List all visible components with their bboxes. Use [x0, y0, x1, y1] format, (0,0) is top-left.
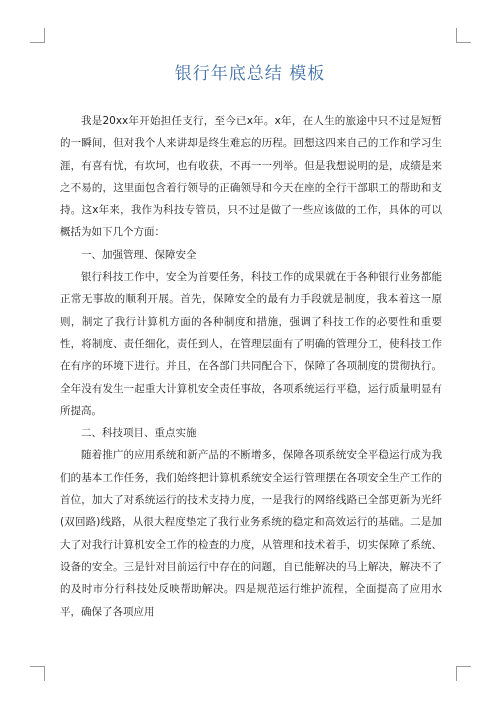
crop-mark-top-left — [30, 28, 45, 43]
paragraph-intro: 我是20xx年开始担任支行，至今已x年。x年，在人生的旅途中只不过是短暂的一瞬间，但对我个人来讲却是终生难忘的历程。回想这四来自己的工作和学习生涯，有喜有忧，有坎坷，也有收获，不再一一列举。但是我想说明的是，成绩是来之不易的，这里面包含着行领导的正确领导和今天在座的全行干部职工的帮助和支持。这x年来，我作为科技专管员，只不过是做了一些应该做的工作，具体的可以概括为如下几个方面： — [60, 115, 442, 239]
document-body — [60, 110, 442, 623]
crop-mark-bottom-left — [30, 666, 45, 681]
crop-mark-bottom-right — [456, 666, 471, 681]
paragraph-section-2: 随着推广的应用系统和新产品的不断增多，保障各项系统安全平稳运行成为我们的基本工作任务，我们始终把计算机系统安全运行管理摆在各项安全生产工作的首位，加大了对系统运行的技术支持力度，一是我行的网络线路已全部更新为光纤(双回路)线路，从很大程度垫定了我行业务系统的稳定和高效运行的基础。二是加大了对我行计算机安全工作的检查的力度，从管理和技术着手，切实保障了系统、设备的安全。三是针对目前运行中存在的问题，自已能解决的马上解决，解决不了的及时市分行科技处反映帮助解决。四是规范运行维护流程，全面提高了应用水平，确保了各项应用 — [60, 449, 442, 618]
crop-mark-top-right — [456, 28, 471, 43]
section-heading-1: 一、加强管理、保障安全 — [81, 248, 197, 261]
section-heading-2: 二、科技项目、重点实施 — [81, 427, 197, 440]
document-title: 银行年底总结 模板 — [174, 64, 326, 84]
paragraph-section-1: 银行科技工作中，安全为首要任务，科技工作的成果就在于各种银行业务都能正常无事故的顺利开展。首先，保障安全的最有力手段就是制度，我本着这一原则，制定了我行计算机方面的各种制度和措施，强调了科技工作的必要性和重要性，将制度、责任细化，责任到人，在管理层面有了明确的管理分工，使科技工作在有序的环境下进行。并且，在各部门共同配合下，保障了各项制度的贯彻执行。全年没有发生一起重大计算机安全责任事故，各项系统运行平稳，运行质量明显有所提高。 — [60, 271, 442, 417]
